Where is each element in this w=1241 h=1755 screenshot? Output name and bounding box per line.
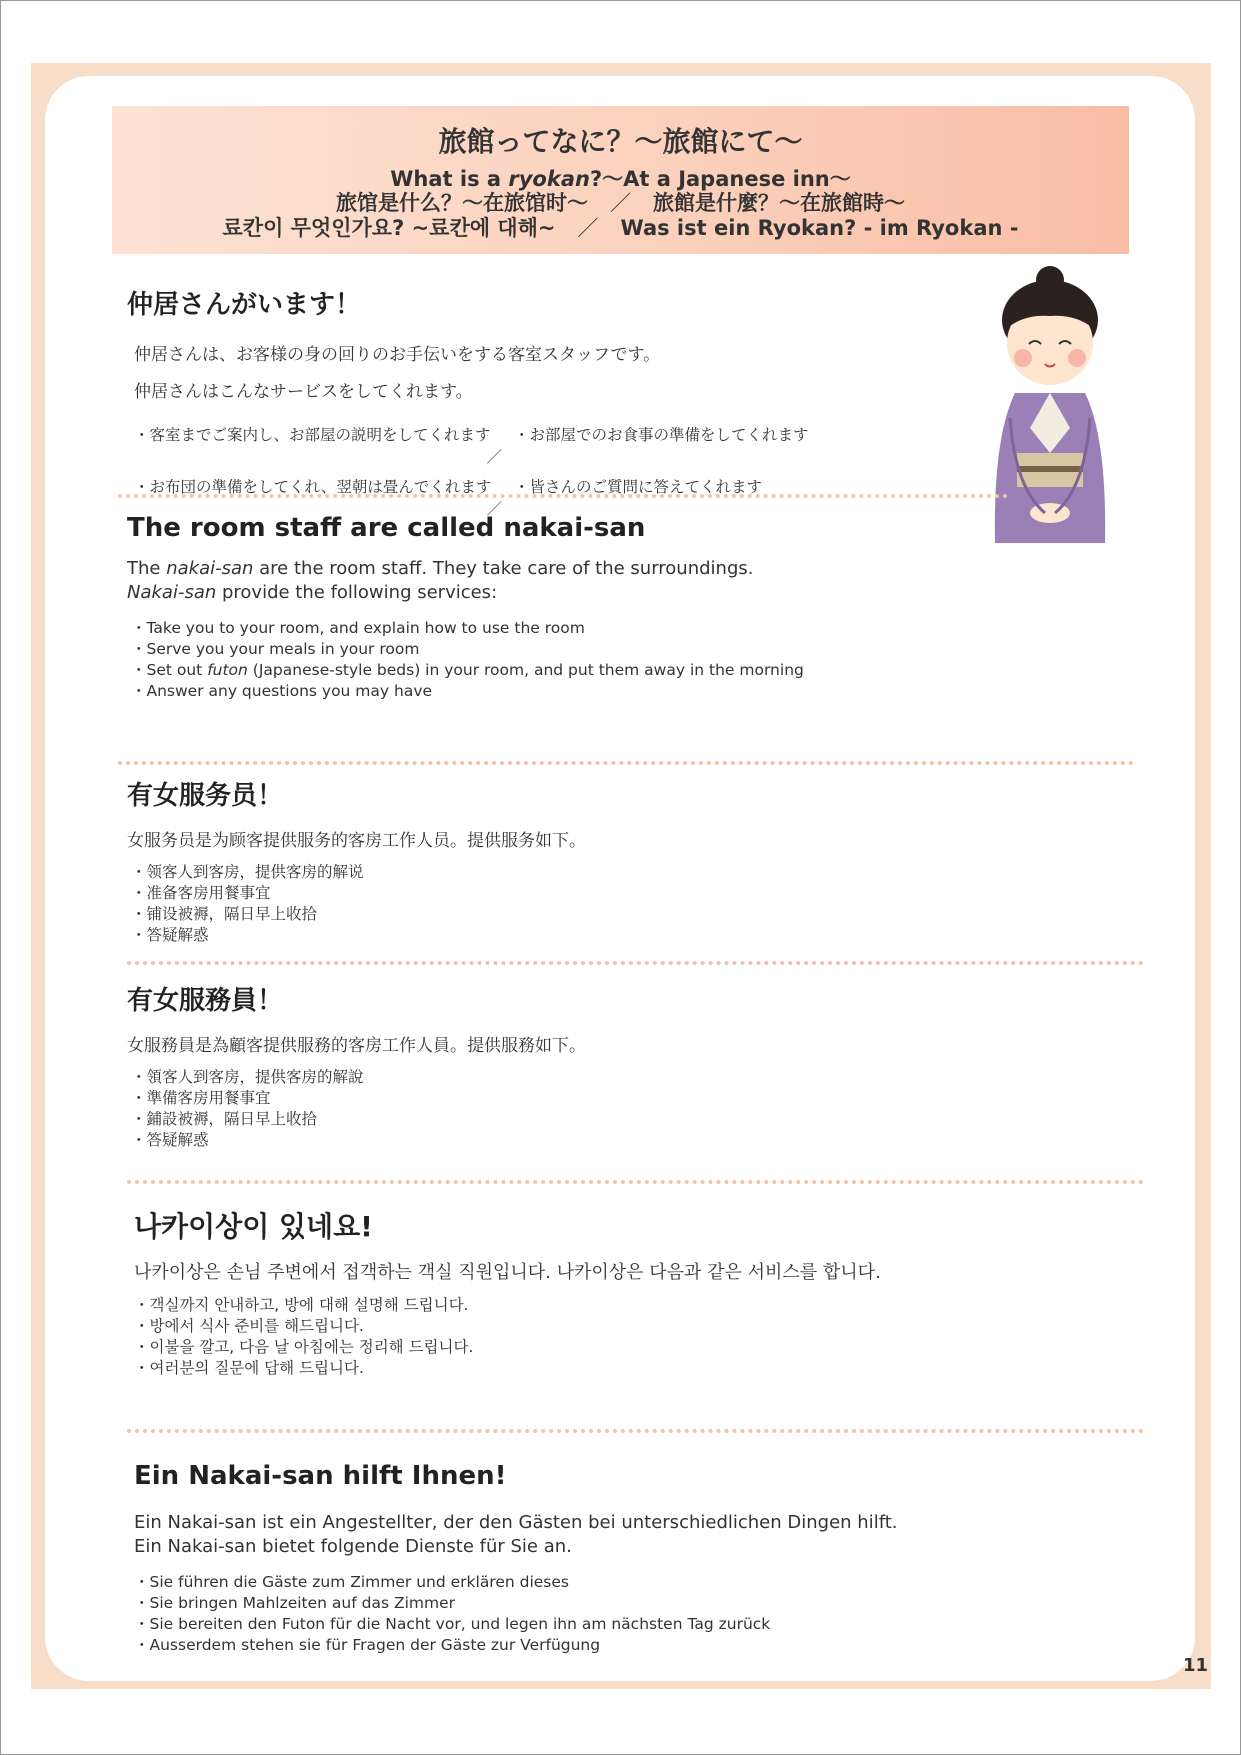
- title-japanese: 旅館ってなに？～旅館にて～: [438, 125, 803, 158]
- list-item: ・客室までご案内し、お部屋の説明をしてくれます ／: [134, 426, 502, 466]
- chinese-simplified-list: [131, 862, 364, 946]
- korean-para: 나카이상은 손님 주변에서 접객하는 객실 직원입니다. 나카이상은 다음과 같은 서비스를 합니다.: [134, 1262, 881, 1283]
- list-item: ・Answer any questions you may have: [131, 682, 433, 700]
- list-item: ・領客人到客房，提供客房的解說: [131, 1068, 364, 1086]
- list-item: ・准备客房用餐事宜: [131, 884, 271, 902]
- title-chinese-traditional: 旅館是什麼？～在旅館時～: [653, 191, 905, 215]
- list-item: ・Ausserdem stehen sie für Fragen der Gäste zur Verfügung: [134, 1636, 601, 1654]
- list-item: ・皆さんのご質問に答えてくれます: [514, 478, 763, 496]
- list-item: ・객실까지 안내하고, 방에 대해 설명해 드립니다.: [134, 1296, 469, 1314]
- divider-dotted: [127, 1429, 1144, 1433]
- divider-dotted: [127, 1180, 1144, 1184]
- list-item: ・领客人到客房，提供客房的解说: [131, 863, 364, 881]
- list-item: ・Take you to your room, and explain how to use the room: [131, 619, 585, 637]
- list-item: ・铺设被褥，隔日早上收拾: [131, 905, 318, 923]
- list-item: ・Sie führen die Gäste zum Zimmer und erklären dieses: [134, 1573, 569, 1591]
- english-para: [127, 557, 753, 605]
- list-item: ・여러분의 질문에 답해 드립니다.: [134, 1359, 364, 1377]
- chinese-simplified-para: 女服务员是为顾客提供服务的客房工作人员。提供服务如下。: [127, 831, 586, 851]
- english-line2: Nakai-san provide the following services:: [127, 582, 498, 603]
- title-separator: ／: [610, 191, 631, 215]
- list-item: ・お布団の準備をしてくれ、翌朝は畳んでくれます ／: [134, 478, 502, 518]
- divider-dotted: [127, 961, 1144, 965]
- list-item: ・Serve you your meals in your room: [131, 640, 420, 658]
- list-item: ・答疑解惑: [131, 1131, 209, 1149]
- heading-chinese-simplified: 有女服务员！: [127, 781, 284, 811]
- chinese-traditional-para: 女服務員是為顧客提供服務的客房工作人員。提供服務如下。: [127, 1036, 586, 1056]
- divider-dotted: [118, 494, 1008, 498]
- japanese-para2: 仲居さんはこんなサービスをしてくれます。: [134, 382, 473, 402]
- title-german: Was ist ein Ryokan? - im Ryokan -: [620, 216, 1019, 240]
- english-line1: The nakai-san are the room staff. They take care of the surroundings.: [127, 558, 754, 579]
- english-services-list: [131, 618, 804, 702]
- german-list: [134, 1572, 770, 1656]
- heading-japanese: 仲居さんがいます！: [127, 290, 362, 320]
- title-english: What is a ryokan?～At a Japanese inn～: [390, 167, 851, 191]
- title-chinese-simplified: 旅馆是什么？～在旅馆时～: [336, 191, 588, 215]
- list-item: ・이불을 깔고, 다음 날 아침에는 정리해 드립니다.: [134, 1338, 474, 1356]
- title-korean: 료칸이 무엇인가요? ~료칸에 대해~: [222, 216, 556, 240]
- title-banner: [112, 106, 1129, 254]
- heading-chinese-traditional: 有女服務員！: [127, 986, 284, 1016]
- list-item: ・Sie bringen Mahlzeiten auf das Zimmer: [134, 1594, 455, 1612]
- heading-korean: 나카이상이 있네요!: [134, 1210, 373, 1243]
- korean-list: [134, 1295, 473, 1379]
- german-line1: Ein Nakai-san ist ein Angestellter, der den Gästen bei unterschiedlichen Dingen hilft.: [134, 1512, 898, 1533]
- list-item: ・방에서 식사 준비를 해드립니다.: [134, 1317, 364, 1335]
- list-item: ・Sie bereiten den Futon für die Nacht vor, und legen ihn am nächsten Tag zurück: [134, 1615, 771, 1633]
- page-number: 11: [1183, 1655, 1209, 1676]
- list-item: ・鋪設被褥，隔日早上收拾: [131, 1110, 318, 1128]
- heading-german: Ein Nakai-san hilft Ihnen!: [134, 1461, 507, 1491]
- japanese-para1: 仲居さんは、お客様の身の回りのお手伝いをする客室スタッフです。: [134, 345, 661, 365]
- title-separator: ／: [577, 216, 599, 240]
- chinese-traditional-list: [131, 1067, 364, 1151]
- heading-english: The room staff are called nakai-san: [127, 513, 646, 543]
- german-line2: Ein Nakai-san bietet folgende Dienste für Sie an.: [134, 1536, 572, 1557]
- german-para: [134, 1511, 898, 1559]
- list-item: ・Set out futon (Japanese-style beds) in your room, and put them away in the morning: [131, 661, 804, 679]
- list-item: ・お部屋でのお食事の準備をしてくれます: [514, 426, 809, 444]
- list-item: ・準備客房用餐事宜: [131, 1089, 271, 1107]
- section-japanese: [127, 284, 361, 321]
- list-item: ・答疑解惑: [131, 926, 209, 944]
- divider-dotted: [118, 761, 1134, 765]
- nakai-san-illustration: [955, 258, 1145, 548]
- title-korean-german: [112, 212, 1129, 242]
- japanese-services-list: [134, 423, 934, 519]
